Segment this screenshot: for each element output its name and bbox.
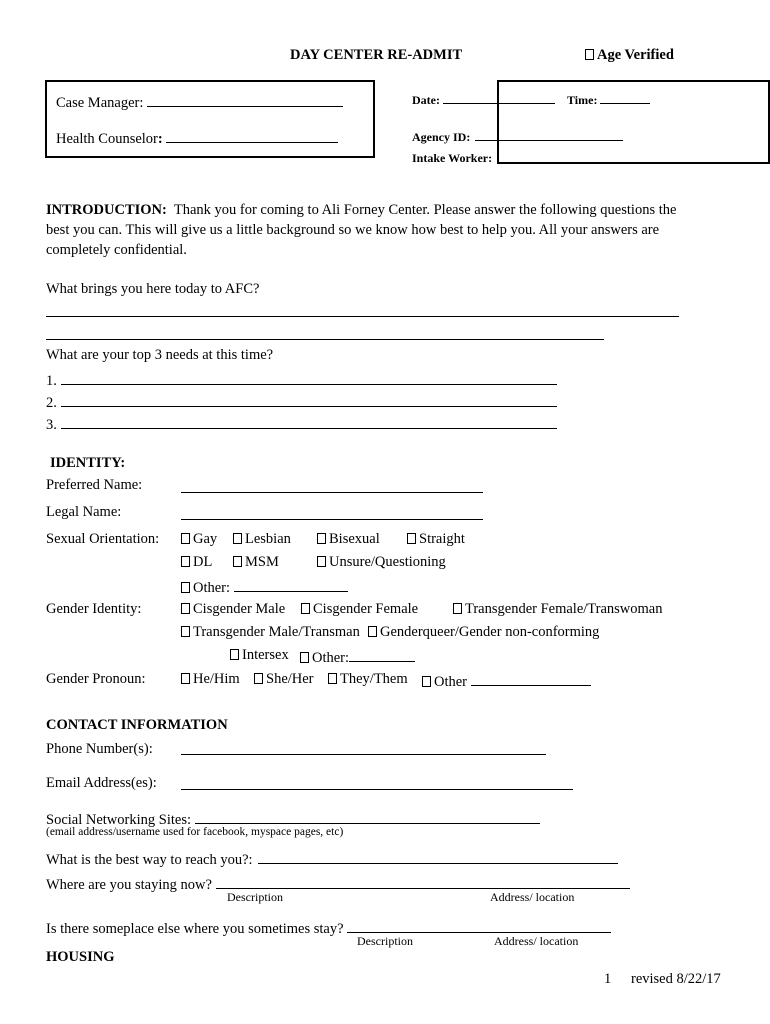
social-note: (email address/username used for facebook, myspace pages, etc) [46,826,344,838]
option-label: Other: [312,650,350,666]
checkbox-icon[interactable] [368,626,377,637]
need-row-2 [46,392,557,412]
social-field[interactable] [195,809,540,824]
orientation-straight[interactable] [407,531,465,548]
pronoun-other-field[interactable] [471,671,591,686]
contact-heading: CONTACT INFORMATION [46,717,228,733]
checkbox-icon[interactable] [181,626,190,637]
gender-other[interactable] [300,647,415,667]
checkbox-icon[interactable] [317,533,326,544]
need-row-3 [46,414,557,434]
gender-genderqueer[interactable] [368,624,599,641]
case-manager-field[interactable] [147,92,343,107]
option-label: Bisexual [329,531,380,547]
agency-id-field[interactable] [475,129,623,141]
health-counselor-label: Health Counselor [56,131,158,147]
need-field-2[interactable] [61,392,557,407]
checkbox-icon[interactable] [181,673,190,684]
staying-label: Where are you staying now? [46,877,212,893]
housing-heading: HOUSING [46,949,115,965]
health-counselor-row [56,128,338,148]
phone-field[interactable] [181,754,546,755]
introduction-heading: INTRODUCTION: [46,202,167,218]
reach-label: What is the best way to reach you?: [46,852,253,868]
checkbox-icon[interactable] [181,603,190,614]
need-field-3[interactable] [61,414,557,429]
email-label: Email Address(es): [46,775,157,791]
preferred-name-label: Preferred Name: [46,477,143,493]
checkbox-icon[interactable] [300,652,309,663]
checkbox-icon[interactable] [301,603,310,614]
revised-date: revised 8/22/17 [631,971,721,987]
date-field[interactable] [443,92,555,104]
checkbox-icon[interactable] [317,556,326,567]
orientation-other-field[interactable] [234,577,348,592]
gender-cis-male[interactable] [181,601,285,618]
need-number-3: 3. [46,417,57,433]
gender-intersex[interactable] [230,647,289,664]
orientation-lesbian[interactable] [233,531,291,548]
age-verified [585,47,674,64]
sexual-orientation-label: Sexual Orientation: [46,531,160,547]
staying-description-caption: Description [227,890,283,904]
reach-row [46,849,618,869]
option-label: Lesbian [245,531,291,547]
legal-name-label: Legal Name: [46,504,122,520]
preferred-name-field[interactable] [181,492,483,493]
option-label: Straight [419,531,465,547]
option-label: Intersex [242,647,289,663]
need-row-1 [46,370,557,390]
date-label: Date: [412,93,440,107]
checkbox-icon[interactable] [254,673,263,684]
question-brings: What brings you here today to AFC? [46,281,260,297]
checkbox-icon[interactable] [422,676,431,687]
date-row [412,92,555,108]
orientation-bisexual[interactable] [317,531,380,548]
checkbox-icon[interactable] [233,556,242,567]
introduction-text: Thank you for coming to Ali Forney Center. Please answer the following questions the best you can. This will give us a little background so we know how best to help you. All your answers are completely confidential. [46,202,677,258]
orientation-gay[interactable] [181,531,217,548]
brings-answer-line-1[interactable] [46,316,679,317]
option-label: Other: [193,580,231,596]
someplace-address-caption: Address/ location [494,934,579,948]
checkbox-icon[interactable] [233,533,242,544]
orientation-unsure[interactable] [317,554,446,571]
checkbox-icon[interactable] [181,582,190,593]
option-label: Cisgender Male [193,601,286,617]
someplace-field[interactable] [347,918,611,933]
someplace-label: Is there someplace else where you sometimes stay? [46,921,344,937]
checkbox-icon[interactable] [181,556,190,567]
orientation-msm[interactable] [233,554,279,571]
pronoun-they[interactable] [328,671,408,688]
intake-worker-label: Intake Worker: [412,151,493,165]
phone-label: Phone Number(s): [46,741,153,757]
checkbox-icon[interactable] [230,649,239,660]
introduction [46,200,686,260]
someplace-description-caption: Description [357,934,413,948]
checkbox-icon[interactable] [453,603,462,614]
option-label: They/Them [340,671,408,687]
brings-answer-line-2[interactable] [46,339,604,340]
form-title: DAY CENTER RE-ADMIT [290,47,463,63]
option-label: She/Her [266,671,314,687]
gender-identity-label: Gender Identity: [46,601,142,617]
need-number-1: 1. [46,373,57,389]
time-label: Time: [567,93,598,107]
email-field[interactable] [181,789,573,790]
agency-id-label: Agency ID: [412,130,471,144]
option-label: Cisgender Female [313,601,419,617]
gender-cis-female[interactable] [301,601,418,618]
option-label: Transgender Female/Transwoman [465,601,663,617]
pronoun-other[interactable] [422,671,591,691]
identity-heading: IDENTITY: [50,455,126,471]
checkbox-icon[interactable] [181,533,190,544]
option-label: MSM [245,554,279,570]
option-label: Genderqueer/Gender non-conforming [380,624,600,640]
case-manager-label: Case Manager: [56,95,144,111]
time-field[interactable] [600,92,650,104]
social-label: Social Networking Sites: [46,812,191,828]
pronoun-he[interactable] [181,671,240,688]
option-label: He/Him [193,671,240,687]
reach-field[interactable] [258,849,618,864]
option-label: Other [434,674,468,690]
orientation-other[interactable] [181,577,348,597]
gender-trans-male[interactable] [181,624,360,641]
need-number-2: 2. [46,395,57,411]
agency-id-row [412,129,623,145]
gender-trans-female[interactable] [453,601,662,618]
legal-name-field[interactable] [181,519,483,520]
question-needs: What are your top 3 needs at this time? [46,347,274,363]
pronoun-she[interactable] [254,671,314,688]
gender-pronoun-label: Gender Pronoun: [46,671,146,687]
time-row [567,92,650,108]
option-label: Transgender Male/Transman [193,624,360,640]
staying-address-caption: Address/ location [490,890,575,904]
age-verified-checkbox[interactable] [585,49,594,60]
age-verified-label: Age Verified [597,47,674,63]
page-number: 1 [604,971,612,987]
checkbox-icon[interactable] [407,533,416,544]
staying-field[interactable] [216,874,630,889]
case-manager-row [56,92,343,112]
option-label: Unsure/Questioning [329,554,446,570]
need-field-1[interactable] [61,370,557,385]
option-label: DL [193,554,213,570]
orientation-dl[interactable] [181,554,212,571]
health-counselor-field[interactable] [166,128,338,143]
health-counselor-colon: : [157,131,163,147]
checkbox-icon[interactable] [328,673,337,684]
option-label: Gay [193,531,218,547]
gender-other-field[interactable] [349,647,415,662]
